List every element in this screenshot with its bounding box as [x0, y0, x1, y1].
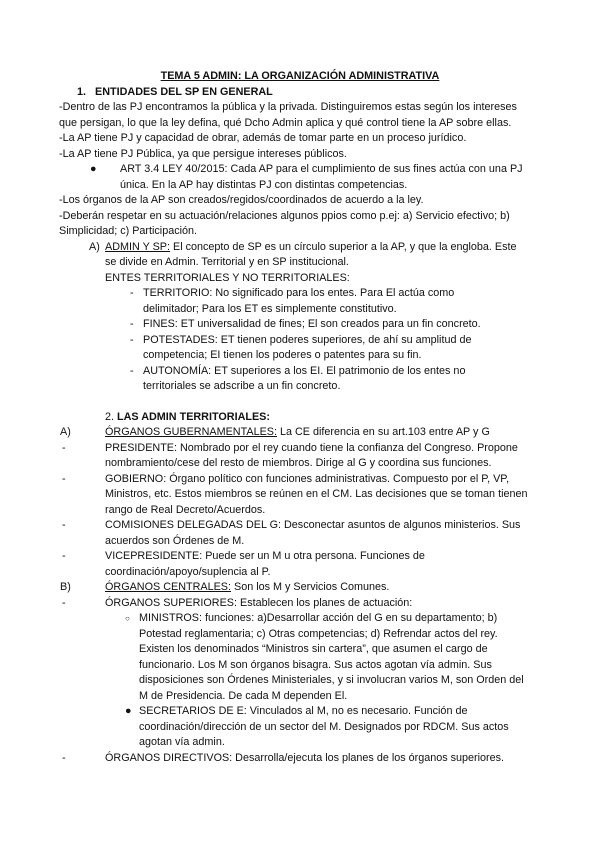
sublist-item-secretarios: ● SECRETARIOS DE E: Vinculados al M, no es necesario. Función de coordinación/dirección de un sector del M. Designados por RDCM. Sus actos agotan vía admin.	[125, 705, 509, 748]
document-body	[59, 100, 529, 766]
item-admin-sp: A) ADMIN Y SP: El concepto de SP es un círculo superior a la AP, y que la engloba. Este se divide en Admin. Territorial y en SP institucional.	[89, 240, 517, 268]
list-item: - POTESTADES: ET tienen poderes superiores, de ahí su amplitud de competencia; EI tienen los poderes o patentes para su fin.	[130, 333, 472, 361]
bullet-icon: ●	[90, 163, 97, 175]
list-item: - GOBIERNO: Órgano político con funciones administrativas. Compuesto por el P, VP, Ministros, etc. Estos miembros se reúnen en el CM. Las decisiones que se toman tienen rango de Real Decreto/Acuerdos.	[62, 472, 528, 516]
list-item: - AUTONOMÍA: ET superiores a los EI. El patrimonio de los entes no territoriales se adscribe a un fin concreto.	[130, 364, 466, 392]
list-item: - PRESIDENTE: Nombrado por el rey cuando tiene la confianza del Congreso. Propone nombramiento/cese del resto de miembros. Dirige al G y coordina sus funciones.	[62, 441, 518, 469]
section-2-heading	[59, 410, 529, 426]
item-gubernamentales: A) ÓRGANOS GUBERNAMENTALES: La CE diferencia en su art.103 entre AP y G	[60, 426, 490, 438]
item-label: ÓRGANOS CENTRALES:	[105, 581, 231, 593]
section-1-heading	[77, 85, 273, 101]
list-item: - ÓRGANOS DIRECTIVOS: Desarrolla/ejecuta los planes de los órganos superiores.	[62, 751, 505, 764]
sublist-item-ministros: ○ MINISTROS: funciones: a)Desarrollar acción del G en su departamento; b) Potestad reglamentaria; c) Otras competencias; d) Refrendar actos del rey. Existen los denominados “Ministros sin cartera”, que asumen el cargo de funcionario. Los M son órganos bisagra. Sus actos agotan vía admin. Sus disposiciones son Órdenes Ministeriales, y si involucran varios M, son Orden del M de Presidencia. De cada M dependen El.	[125, 612, 524, 702]
intro-paragraph: -Deberán respetar en su actuación/relaciones algunos ppios como p.ej: a) Servicio efectivo; b) Simplicidad; c) Participación.	[59, 209, 510, 237]
page-title: TEMA 5 ADMIN: LA ORGANIZACIÓN ADMINISTRATIVA	[160, 70, 440, 82]
intro-paragraph: -Los órganos de la AP son creados/regidos/coordinados de acuerdo a la ley.	[59, 194, 424, 206]
section-2-title: LAS ADMIN TERRITORIALES:	[117, 410, 270, 423]
intro-paragraph: -La AP tiene PJ Pública, ya que persigue intereses públicos.	[59, 147, 347, 160]
intro-paragraph: -Dentro de las PJ encontramos la pública y la privada. Distinguiremos estas según los intereses que persigan, lo que la ley defina, qué Dcho Admin aplica y qué control tiene la AP sobre ellas.	[59, 101, 517, 129]
list-item: - TERRITORIO: No significado para los entes. Para El actúa como delimitador; Para los ET es simplemente constitutivo.	[130, 287, 455, 315]
item-centrales: B) ÓRGANOS CENTRALES: Son los M y Servicios Comunes.	[60, 581, 390, 593]
circle-bullet-icon: ○	[125, 614, 130, 623]
bullet-icon: ●	[125, 705, 132, 717]
section-1-title: ENTIDADES DEL SP EN GENERAL	[95, 86, 273, 98]
entes-heading: ENTES TERRITORIALES Y NO TERRITORIALES:	[105, 271, 350, 284]
item-label: ADMIN Y SP:	[105, 240, 171, 253]
list-item: - ÓRGANOS SUPERIORES: Establecen los planes de actuación:	[62, 596, 413, 609]
section-2-number: 2.	[105, 410, 115, 423]
item-label: ÓRGANOS GUBERNAMENTALES:	[105, 426, 277, 438]
list-item: - COMISIONES DELEGADAS DEL G: Desconectar asuntos de algunos ministerios. Sus acuerdos son Órdenes de M.	[62, 519, 521, 547]
section-1-number: 1.	[77, 86, 87, 98]
bullet-art: ● ART 3.4 LEY 40/2015: Cada AP para el cumplimiento de sus fines actúa con una PJ única. En la AP hay distintas PJ con distintas competencias.	[90, 163, 523, 191]
intro-paragraph: -La AP tiene PJ y capacidad de obrar, además de tomar parte en un proceso jurídico.	[59, 132, 467, 144]
list-item: - VICEPRESIDENTE: Puede ser un M u otra persona. Funciones de coordinación/apoyo/suplencia al P.	[62, 550, 425, 578]
list-item: - FINES: ET universalidad de fines; El son creados para un fin concreto.	[130, 318, 481, 330]
